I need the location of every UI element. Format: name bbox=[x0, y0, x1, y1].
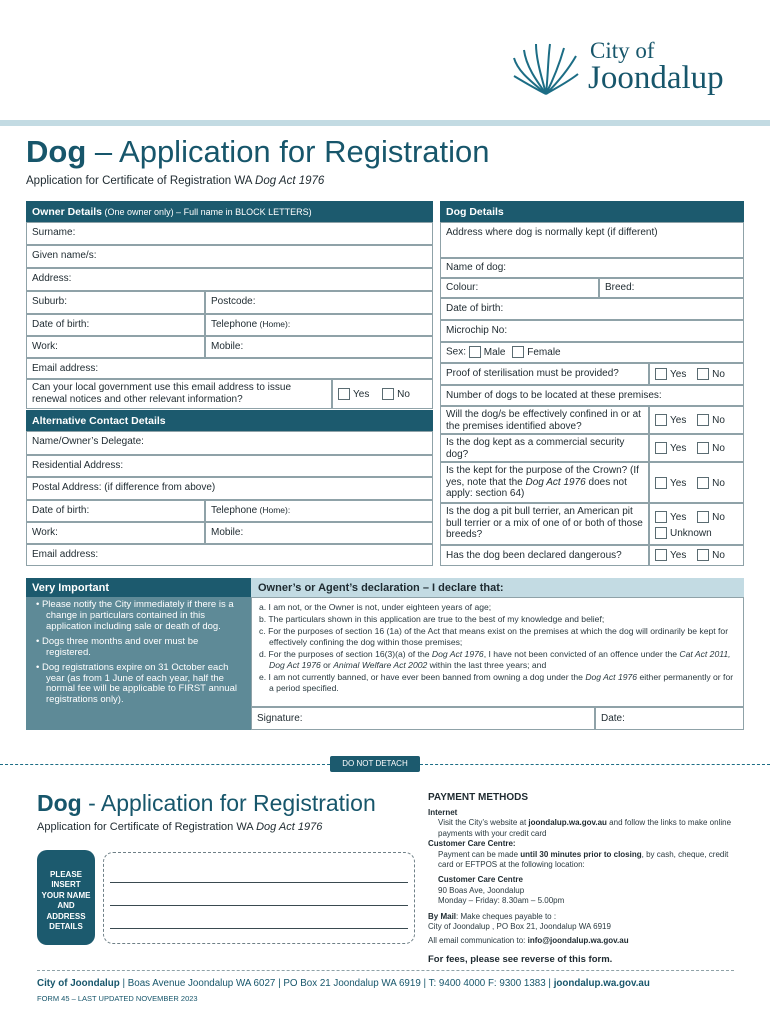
dog-name-field[interactable]: Name of dog: bbox=[440, 258, 744, 278]
breed-field[interactable]: Breed: bbox=[599, 278, 744, 298]
footer-website-link[interactable]: joondalup.wa.gov.au bbox=[553, 978, 650, 989]
pitbull-unknown-checkbox[interactable]: Unknown bbox=[655, 528, 712, 539]
number-of-dogs-field[interactable]: Number of dogs to be located at these premises: bbox=[440, 385, 744, 406]
declaration-b: b. The particulars shown in this application are true to the best of my knowledge and belief; bbox=[259, 614, 605, 625]
dog-details-header: Dog Details bbox=[440, 201, 744, 222]
declaration-header: Owner’s or Agent’s declaration – I declare that: bbox=[251, 578, 744, 597]
crown-options bbox=[649, 462, 744, 503]
date-field[interactable]: Date: bbox=[595, 707, 744, 730]
sex-field: Sex: Male Female bbox=[440, 342, 744, 363]
footer-contact: City of Joondalup | Boas Avenue Joondalup WA 6027 | PO Box 21 Joondalup WA 6919 | T: 9400 4000 F: 9300 1383 | joondalup.wa.gov.au bbox=[37, 978, 650, 989]
insert-details-badge: PLEASE INSERT YOUR NAME AND ADDRESS DETAILS bbox=[37, 850, 95, 945]
mobile-field[interactable]: Mobile: bbox=[205, 336, 433, 358]
dog-address-field[interactable]: Address where dog is normally kept (if different) bbox=[440, 222, 744, 258]
important-item: • Dog registrations expire on 31 October each year (as from 1 June of each year, half the normal fee will be applicable to FIRST annual registrations only). bbox=[36, 661, 237, 706]
header-rule bbox=[0, 120, 770, 126]
work-field[interactable]: Work: bbox=[26, 336, 205, 358]
crown-no-checkbox[interactable]: No bbox=[697, 478, 725, 489]
security-no-checkbox[interactable]: No bbox=[697, 443, 725, 454]
pit-bull-question: Is the dog a pit bull terrier, an American pit bull terrier or a mix of one of or both of those breeds? bbox=[440, 503, 649, 545]
logo-line1: City of bbox=[590, 38, 655, 63]
security-dog-question: Is the dog kept as a commercial security dog? bbox=[440, 434, 649, 462]
crown-yes-checkbox[interactable]: Yes bbox=[655, 478, 686, 489]
pitbull-no-checkbox[interactable]: No bbox=[697, 512, 725, 523]
sex-female-checkbox[interactable]: Female bbox=[512, 347, 560, 358]
address-line bbox=[110, 928, 408, 929]
email-consent-question: Can your local government use this email address to issue renewal notices and other relevant information? bbox=[26, 379, 332, 409]
payment-header: PAYMENT METHODS bbox=[428, 792, 529, 803]
payment-internet: Internet Visit the City’s website at joondalup.wa.gov.au and follow the links to make online payments with your credit card Customer Care Centre: Payment can be made until 30 minutes prior to closing, by cash, cheque, credit card or EFTPOS at the following location: Customer Care Centre 90 Boas Ave, Joondalup Monday – Friday: 8.30am – 5.00pm By Mail: Make cheques payable to : City of Joondalup , PO Box 21, Joondalup WA 6919 All email communication to: info@joondalup.wa.gov.au bbox=[428, 808, 732, 946]
residential-address-field[interactable]: Residential Address: bbox=[26, 455, 433, 477]
dangerous-question: Has the dog been declared dangerous? bbox=[440, 545, 649, 566]
email-consent-options bbox=[332, 379, 433, 409]
alt-contact-header: Alternative Contact Details bbox=[26, 410, 433, 431]
footer-rule bbox=[37, 970, 734, 971]
do-not-detach-label: DO NOT DETACH bbox=[330, 756, 420, 772]
postcode-field[interactable]: Postcode: bbox=[205, 291, 433, 314]
surname-field[interactable]: Surname: bbox=[26, 222, 433, 245]
confined-options bbox=[649, 406, 744, 434]
sterilisation-options bbox=[649, 363, 744, 385]
confined-no-checkbox[interactable]: No bbox=[697, 415, 725, 426]
confined-question: Will the dog/s be effectively confined in or at the premises identified above? bbox=[440, 406, 649, 434]
sterilisation-question: Proof of sterilisation must be provided? bbox=[440, 363, 649, 385]
security-yes-checkbox[interactable]: Yes bbox=[655, 443, 686, 454]
page-title: Dog – Application for Registration bbox=[26, 134, 490, 169]
crown-question: Is the kept for the purpose of the Crown? (If yes, note that the Dog Act 1976 does not apply: section 64) bbox=[440, 462, 649, 503]
stub-subtitle: Application for Certificate of Registration WA Dog Act 1976 bbox=[37, 821, 323, 833]
name-address-box[interactable] bbox=[103, 852, 415, 944]
sterilisation-yes-checkbox[interactable]: Yes bbox=[655, 369, 686, 380]
consent-yes-checkbox[interactable]: Yes bbox=[338, 389, 369, 400]
microchip-field[interactable]: Microchip No: bbox=[440, 320, 744, 342]
form-version: FORM 45 – LAST UPDATED NOVEMBER 2023 bbox=[37, 994, 198, 1003]
sex-male-checkbox[interactable]: Male bbox=[469, 347, 506, 358]
signature-field[interactable]: Signature: bbox=[251, 707, 595, 730]
address-line bbox=[110, 905, 408, 906]
logo-line2: Joondalup bbox=[588, 60, 724, 96]
given-name-field[interactable]: Given name/s: bbox=[26, 245, 433, 268]
alt-dob-field[interactable]: Date of birth: bbox=[26, 500, 205, 522]
dangerous-no-checkbox[interactable]: No bbox=[697, 550, 725, 561]
delegate-field[interactable]: Name/Owner’s Delegate: bbox=[26, 431, 433, 455]
declaration-a: a. I am not, or the Owner is not, under eighteen years of age; bbox=[259, 602, 492, 612]
pit-bull-options bbox=[649, 503, 744, 545]
colour-field[interactable]: Colour: bbox=[440, 278, 599, 298]
dob-field[interactable]: Date of birth: bbox=[26, 314, 205, 336]
confined-yes-checkbox[interactable]: Yes bbox=[655, 415, 686, 426]
postal-address-field[interactable]: Postal Address: (if difference from above) bbox=[26, 477, 433, 500]
very-important-list bbox=[34, 600, 244, 706]
sterilisation-no-checkbox[interactable]: No bbox=[697, 369, 725, 380]
pitbull-yes-checkbox[interactable]: Yes bbox=[655, 512, 686, 523]
important-item: • Dogs three months and over must be registered. bbox=[36, 635, 199, 658]
alt-work-field[interactable]: Work: bbox=[26, 522, 205, 544]
detach-line-left bbox=[0, 764, 330, 765]
stub-title: Dog - Application for Registration bbox=[37, 790, 376, 816]
dangerous-yes-checkbox[interactable]: Yes bbox=[655, 550, 686, 561]
payment-fees-note: For fees, please see reverse of this form. bbox=[428, 953, 613, 965]
telephone-home-field[interactable]: Telephone (Home): bbox=[205, 314, 433, 336]
consent-no-checkbox[interactable]: No bbox=[382, 389, 410, 400]
page-subtitle: Application for Certificate of Registration WA Dog Act 1976 bbox=[26, 175, 325, 187]
very-important-header: Very Important bbox=[26, 578, 251, 597]
email-field[interactable]: Email address: bbox=[26, 358, 433, 379]
declaration-e: e. I am not currently banned, or have ever been banned from owning a dog under the Dog Act 1976 either permanently or for a period specified. bbox=[259, 672, 734, 694]
alt-telephone-field[interactable]: Telephone (Home): bbox=[205, 500, 433, 522]
city-logo bbox=[512, 38, 737, 100]
owner-details-header: Owner Details (One owner only) – Full name in BLOCK LETTERS) bbox=[26, 201, 433, 222]
security-dog-options bbox=[649, 434, 744, 462]
payment-methods bbox=[428, 792, 738, 965]
declaration-d: d. For the purposes of section 16(3)(a) of the Dog Act 1976, I have not been convicted of an offence under the Cat Act 2011, Dog Act 1976 or Animal Welfare Act 2002 within the last three years; and bbox=[259, 649, 731, 671]
dog-dob-field[interactable]: Date of birth: bbox=[440, 298, 744, 320]
detach-line-right bbox=[420, 764, 770, 765]
alt-email-field[interactable]: Email address: bbox=[26, 544, 433, 566]
important-item: • Please notify the City immediately if there is a change in particulars contained in this application including sale or death of dog. bbox=[36, 599, 234, 632]
suburb-field[interactable]: Suburb: bbox=[26, 291, 205, 314]
declaration-body bbox=[251, 597, 744, 707]
alt-mobile-field[interactable]: Mobile: bbox=[205, 522, 433, 544]
dangerous-options bbox=[649, 545, 744, 566]
logo-mark-icon bbox=[512, 42, 580, 96]
declaration-c: c. For the purposes of section 16 (1a) of the Act that means exist on the premises at which the dog will ordinarily be kept for effectively confining the dog within those premises; bbox=[259, 626, 729, 648]
address-field[interactable]: Address: bbox=[26, 268, 433, 291]
address-line bbox=[110, 882, 408, 883]
